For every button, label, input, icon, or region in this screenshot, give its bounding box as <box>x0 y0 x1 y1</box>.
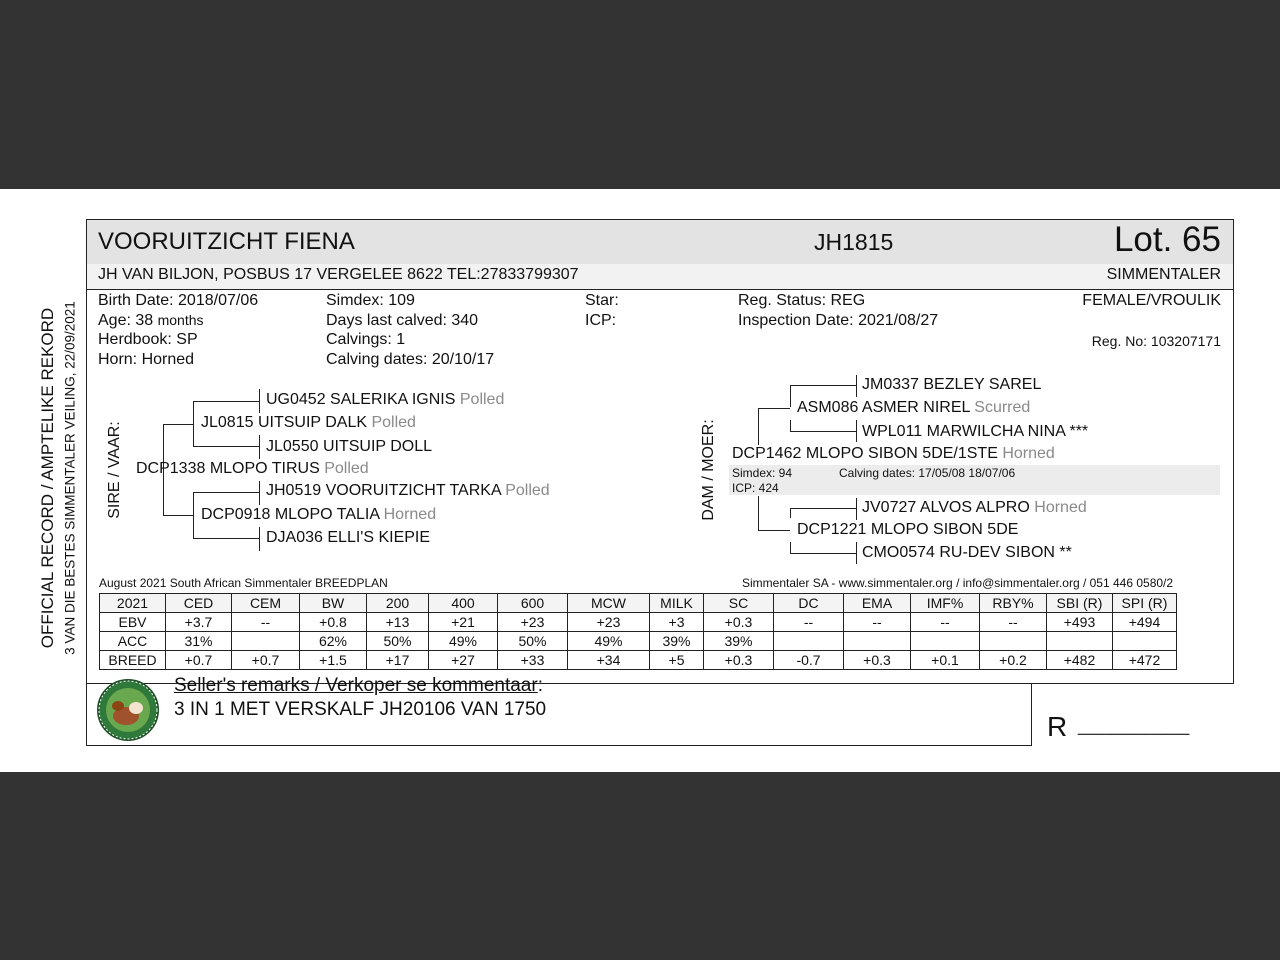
sire-sire: JL0815 UITSUIP DALK Polled <box>201 414 416 431</box>
ebv-cell <box>232 632 300 651</box>
sire-dam-dam: DJA036 ELLI'S KIEPIE <box>266 529 431 546</box>
ebv-header-cell: 200 <box>367 594 429 613</box>
dam-sire-sire: JM0337 BEZLEY SAREL <box>862 376 1042 393</box>
ebv-header-cell: CED <box>166 594 232 613</box>
remarks-text: 3 IN 1 MET VERSKALF JH20106 VAN 1750 <box>174 699 547 720</box>
dam-simdex: Simdex: 94 <box>732 466 793 480</box>
reg-status: Reg. Status: REG <box>738 292 866 309</box>
animal-id: JH1815 <box>814 229 894 255</box>
ebv-cell: -- <box>232 613 300 632</box>
age-value: Age: 38 <box>98 312 154 329</box>
simdex: Simdex: 109 <box>326 292 415 309</box>
inspection-date: Inspection Date: 2021/08/27 <box>738 312 939 329</box>
auction-label: 3 VAN DIE BESTES SIMMENTALER VEILING, 22/09/2021 <box>62 301 78 655</box>
ebv-header-cell: SC <box>704 594 774 613</box>
ebv-cell: +493 <box>1047 613 1113 632</box>
ebv-cell <box>844 632 911 651</box>
dam-connector <box>856 420 857 442</box>
sire-dam-sire: JH0519 VOORUITZICHT TARKA Polled <box>266 482 550 499</box>
dam-connector <box>856 542 857 564</box>
society-logo <box>96 678 160 742</box>
ebv-cell: +482 <box>1047 651 1113 670</box>
dam-connector <box>856 375 857 397</box>
ebv-header-cell: BW <box>300 594 367 613</box>
ebv-cell: +0.8 <box>300 613 367 632</box>
dam-dam: DCP1221 MLOPO SIBON 5DE <box>797 521 1019 538</box>
ebv-cell <box>980 632 1047 651</box>
dam-connector <box>790 508 791 518</box>
age-unit: months <box>157 312 204 328</box>
sire-connector <box>193 538 259 539</box>
ebv-cell: -- <box>911 613 980 632</box>
ebv-cell: +34 <box>568 651 650 670</box>
dam-connector <box>790 542 791 553</box>
star: Star: <box>585 292 619 309</box>
ebv-cell: +17 <box>367 651 429 670</box>
dam-connector <box>790 508 856 509</box>
ebv-cell: -- <box>980 613 1047 632</box>
ebv-cell: 49% <box>568 632 650 651</box>
dam-connector <box>758 408 759 445</box>
ebv-cell: +1.5 <box>300 651 367 670</box>
ebv-cell: ACC <box>100 632 166 651</box>
dam-stats-box <box>729 465 1220 495</box>
ebv-header-cell: EMA <box>844 594 911 613</box>
days-last-calved: Days last calved: 340 <box>326 312 479 329</box>
official-record-label: OFFICIAL RECORD / AMPTELIKE REKORD <box>38 307 57 649</box>
dam-connector <box>758 530 790 531</box>
sire-connector <box>163 515 193 516</box>
breedplan-source: August 2021 South African Simmentaler BREEDPLAN <box>99 576 388 590</box>
sire-connector <box>193 492 259 493</box>
ebv-cell: +0.3 <box>704 651 774 670</box>
ebv-cell: +472 <box>1113 651 1177 670</box>
ebv-cell <box>1047 632 1113 651</box>
ebv-cell: 49% <box>429 632 498 651</box>
remarks-heading <box>174 675 543 697</box>
horn-status: Horn: Horned <box>98 351 195 368</box>
ebv-cell: +0.3 <box>844 651 911 670</box>
sire-connector <box>193 401 259 402</box>
ebv-cell: +33 <box>498 651 568 670</box>
sire-sire-sire: UG0452 SALERIKA IGNIS Polled <box>266 391 505 408</box>
ebv-cell: +27 <box>429 651 498 670</box>
sire-connector <box>259 481 260 505</box>
ebv-table <box>99 593 1177 670</box>
ebv-cell: -0.7 <box>774 651 844 670</box>
sire-dam: DCP0918 MLOPO TALIA Horned <box>201 506 437 523</box>
ebv-cell: +13 <box>367 613 429 632</box>
dam: DCP1462 MLOPO SIBON 5DE/1STE Horned <box>732 445 1055 462</box>
ebv-cell: +0.7 <box>232 651 300 670</box>
dam-connector <box>790 420 791 431</box>
ebv-cell: +23 <box>498 613 568 632</box>
ebv-cell: 31% <box>166 632 232 651</box>
breed: SIMMENTALER <box>1106 266 1221 283</box>
sire-connector <box>193 446 259 447</box>
breed-row <box>100 651 1177 670</box>
dam-connector <box>790 553 856 554</box>
remarks-colon: : <box>537 675 543 696</box>
ebv-header-cell: CEM <box>232 594 300 613</box>
ebv-header-cell: SBI (R) <box>1047 594 1113 613</box>
lot-number: Lot. 65 <box>1113 220 1221 259</box>
ebv-cell: 62% <box>300 632 367 651</box>
price-field[interactable]: __________ <box>1078 714 1190 736</box>
ebv-cell <box>1113 632 1177 651</box>
ebv-cell: +3.7 <box>166 613 232 632</box>
society-contact: Simmentaler SA - www.simmentaler.org / info@simmentaler.org / 051 446 0580/2 <box>742 576 1174 590</box>
ebv-header-cell: MILK <box>650 594 704 613</box>
ebv-cell: BREED <box>100 651 166 670</box>
ebv-header-cell: RBY% <box>980 594 1047 613</box>
dam-connector <box>758 496 759 531</box>
ebv-cell: +3 <box>650 613 704 632</box>
age <box>98 312 204 330</box>
dam-connector <box>856 498 857 520</box>
ebv-cell: +0.3 <box>704 613 774 632</box>
ebv-cell: -- <box>844 613 911 632</box>
ebv-header-cell: MCW <box>568 594 650 613</box>
dam-sire: ASM086 ASMER NIREL Scurred <box>797 399 1031 416</box>
ebv-cell: EBV <box>100 613 166 632</box>
sire-connector <box>259 389 260 413</box>
ebv-header-cell: DC <box>774 594 844 613</box>
sex: FEMALE/VROULIK <box>1082 292 1221 309</box>
ebv-cell: +21 <box>429 613 498 632</box>
sire-connector <box>193 401 194 447</box>
owner-details: JH VAN BILJON, POSBUS 17 VERGELEE 8622 TEL:27833799307 <box>98 266 579 283</box>
dam-dam-dam: CMO0574 RU-DEV SIBON ** <box>862 544 1072 561</box>
ebv-header-cell: SPI (R) <box>1113 594 1177 613</box>
dam-connector <box>790 431 856 432</box>
dam-connector <box>758 408 790 409</box>
ebv-row <box>100 613 1177 632</box>
ebv-header-cell: IMF% <box>911 594 980 613</box>
ebv-header-cell: 2021 <box>100 594 166 613</box>
ebv-cell <box>774 632 844 651</box>
ebv-cell: 39% <box>650 632 704 651</box>
price-currency: R <box>1047 711 1068 742</box>
ebv-cell: +5 <box>650 651 704 670</box>
birth-date: Birth Date: 2018/07/06 <box>98 292 259 309</box>
ebv-cell: +0.1 <box>911 651 980 670</box>
remarks-label: Seller's remarks / Verkoper se kommentaar <box>174 675 538 696</box>
ebv-cell: +0.7 <box>166 651 232 670</box>
dam-calving-dates: Calving dates: 17/05/08 18/07/06 <box>839 466 1016 480</box>
ebv-cell: 50% <box>498 632 568 651</box>
herdbook: Herdbook: SP <box>98 331 198 348</box>
ebv-cell: +0.2 <box>980 651 1047 670</box>
acc-row <box>100 632 1177 651</box>
sire-label: SIRE / VAAR: <box>106 421 123 519</box>
dam-dam-sire: JV0727 ALVOS ALPRO Horned <box>862 499 1087 516</box>
sire-connector <box>193 492 194 538</box>
dam-connector <box>790 385 791 407</box>
calving-dates: Calving dates: 20/10/17 <box>326 351 495 368</box>
sire-sire-dam: JL0550 UITSUIP DOLL <box>266 438 433 455</box>
owner-bar <box>87 264 1233 290</box>
ebv-header-row <box>100 594 1177 613</box>
ebv-cell: +23 <box>568 613 650 632</box>
reg-no: Reg. No: 103207171 <box>1091 333 1221 349</box>
sire-connector <box>259 435 260 459</box>
sire: DCP1338 MLOPO TIRUS Polled <box>136 460 369 477</box>
ebv-cell: 39% <box>704 632 774 651</box>
dam-label: DAM / MOER: <box>700 419 717 521</box>
ebv-header-cell: 400 <box>429 594 498 613</box>
icp: ICP: <box>585 312 617 329</box>
ebv-cell <box>911 632 980 651</box>
dam-icp: ICP: 424 <box>732 481 779 495</box>
dam-connector <box>790 385 856 386</box>
ebv-cell: 50% <box>367 632 429 651</box>
title-bar <box>87 220 1233 265</box>
dam-sire-dam: WPL011 MARWILCHA NINA *** <box>862 423 1089 440</box>
sire-connector <box>259 527 260 551</box>
calvings: Calvings: 1 <box>326 331 406 348</box>
ebv-cell: +494 <box>1113 613 1177 632</box>
ebv-header-cell: 600 <box>498 594 568 613</box>
ebv-cell: -- <box>774 613 844 632</box>
animal-name: VOORUITZICHT FIENA <box>98 228 355 255</box>
sire-connector <box>163 424 193 425</box>
